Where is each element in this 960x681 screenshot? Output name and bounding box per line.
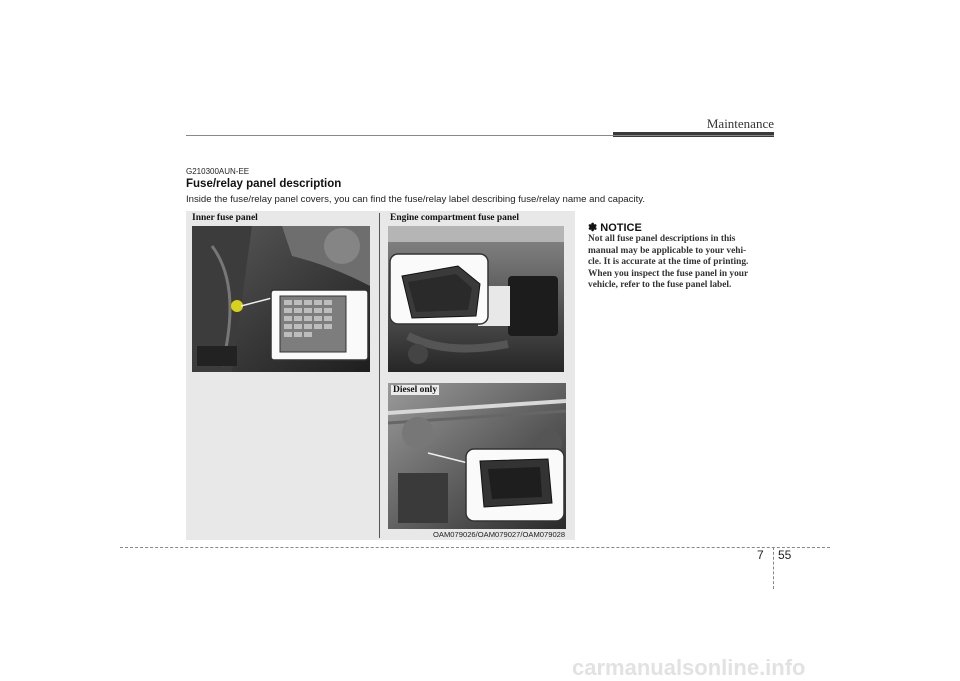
notice-line: Not all fuse panel descriptions in this: [588, 234, 736, 244]
diesel-only-label: Diesel only: [393, 385, 438, 395]
page-number: 55: [778, 548, 792, 562]
notice-line: vehicle, refer to the fuse panel label.: [588, 280, 732, 291]
section-heading: Fuse/relay panel description: [186, 178, 342, 190]
notice-line: cle. It is accurate at the time of printing.: [588, 257, 749, 268]
diesel-fuse-panel-photo: [388, 383, 566, 529]
watermark: carmanualsonline.info: [572, 655, 806, 680]
engine-fuse-panel-photo: [388, 226, 564, 372]
figure-divider: [379, 213, 380, 538]
notice-line: manual may be applicable to your vehi-: [588, 245, 747, 256]
notice-title: ✽ NOTICE: [588, 222, 642, 234]
figure-image-codes: OAM079026/OAM079027/OAM079028: [433, 530, 566, 539]
section-title: Maintenance: [706, 116, 774, 131]
intro-paragraph: Inside the fuse/relay panel covers, you can find the fuse/relay label describing fuse/relay name and capacity.: [186, 194, 645, 205]
notice-body: [588, 234, 774, 292]
footer-rule: [120, 547, 830, 548]
footer-tick: [773, 547, 774, 589]
engine-fuse-panel-label: Engine compartment fuse panel: [390, 213, 520, 223]
header-rule: [186, 135, 774, 136]
inner-fuse-panel-label: Inner fuse panel: [192, 213, 258, 223]
notice-line: When you inspect the fuse panel in your: [588, 268, 749, 279]
document-code: G210300AUN-EE: [186, 167, 250, 176]
chapter-number: 7: [757, 548, 764, 562]
inner-fuse-panel-photo: [192, 226, 370, 372]
